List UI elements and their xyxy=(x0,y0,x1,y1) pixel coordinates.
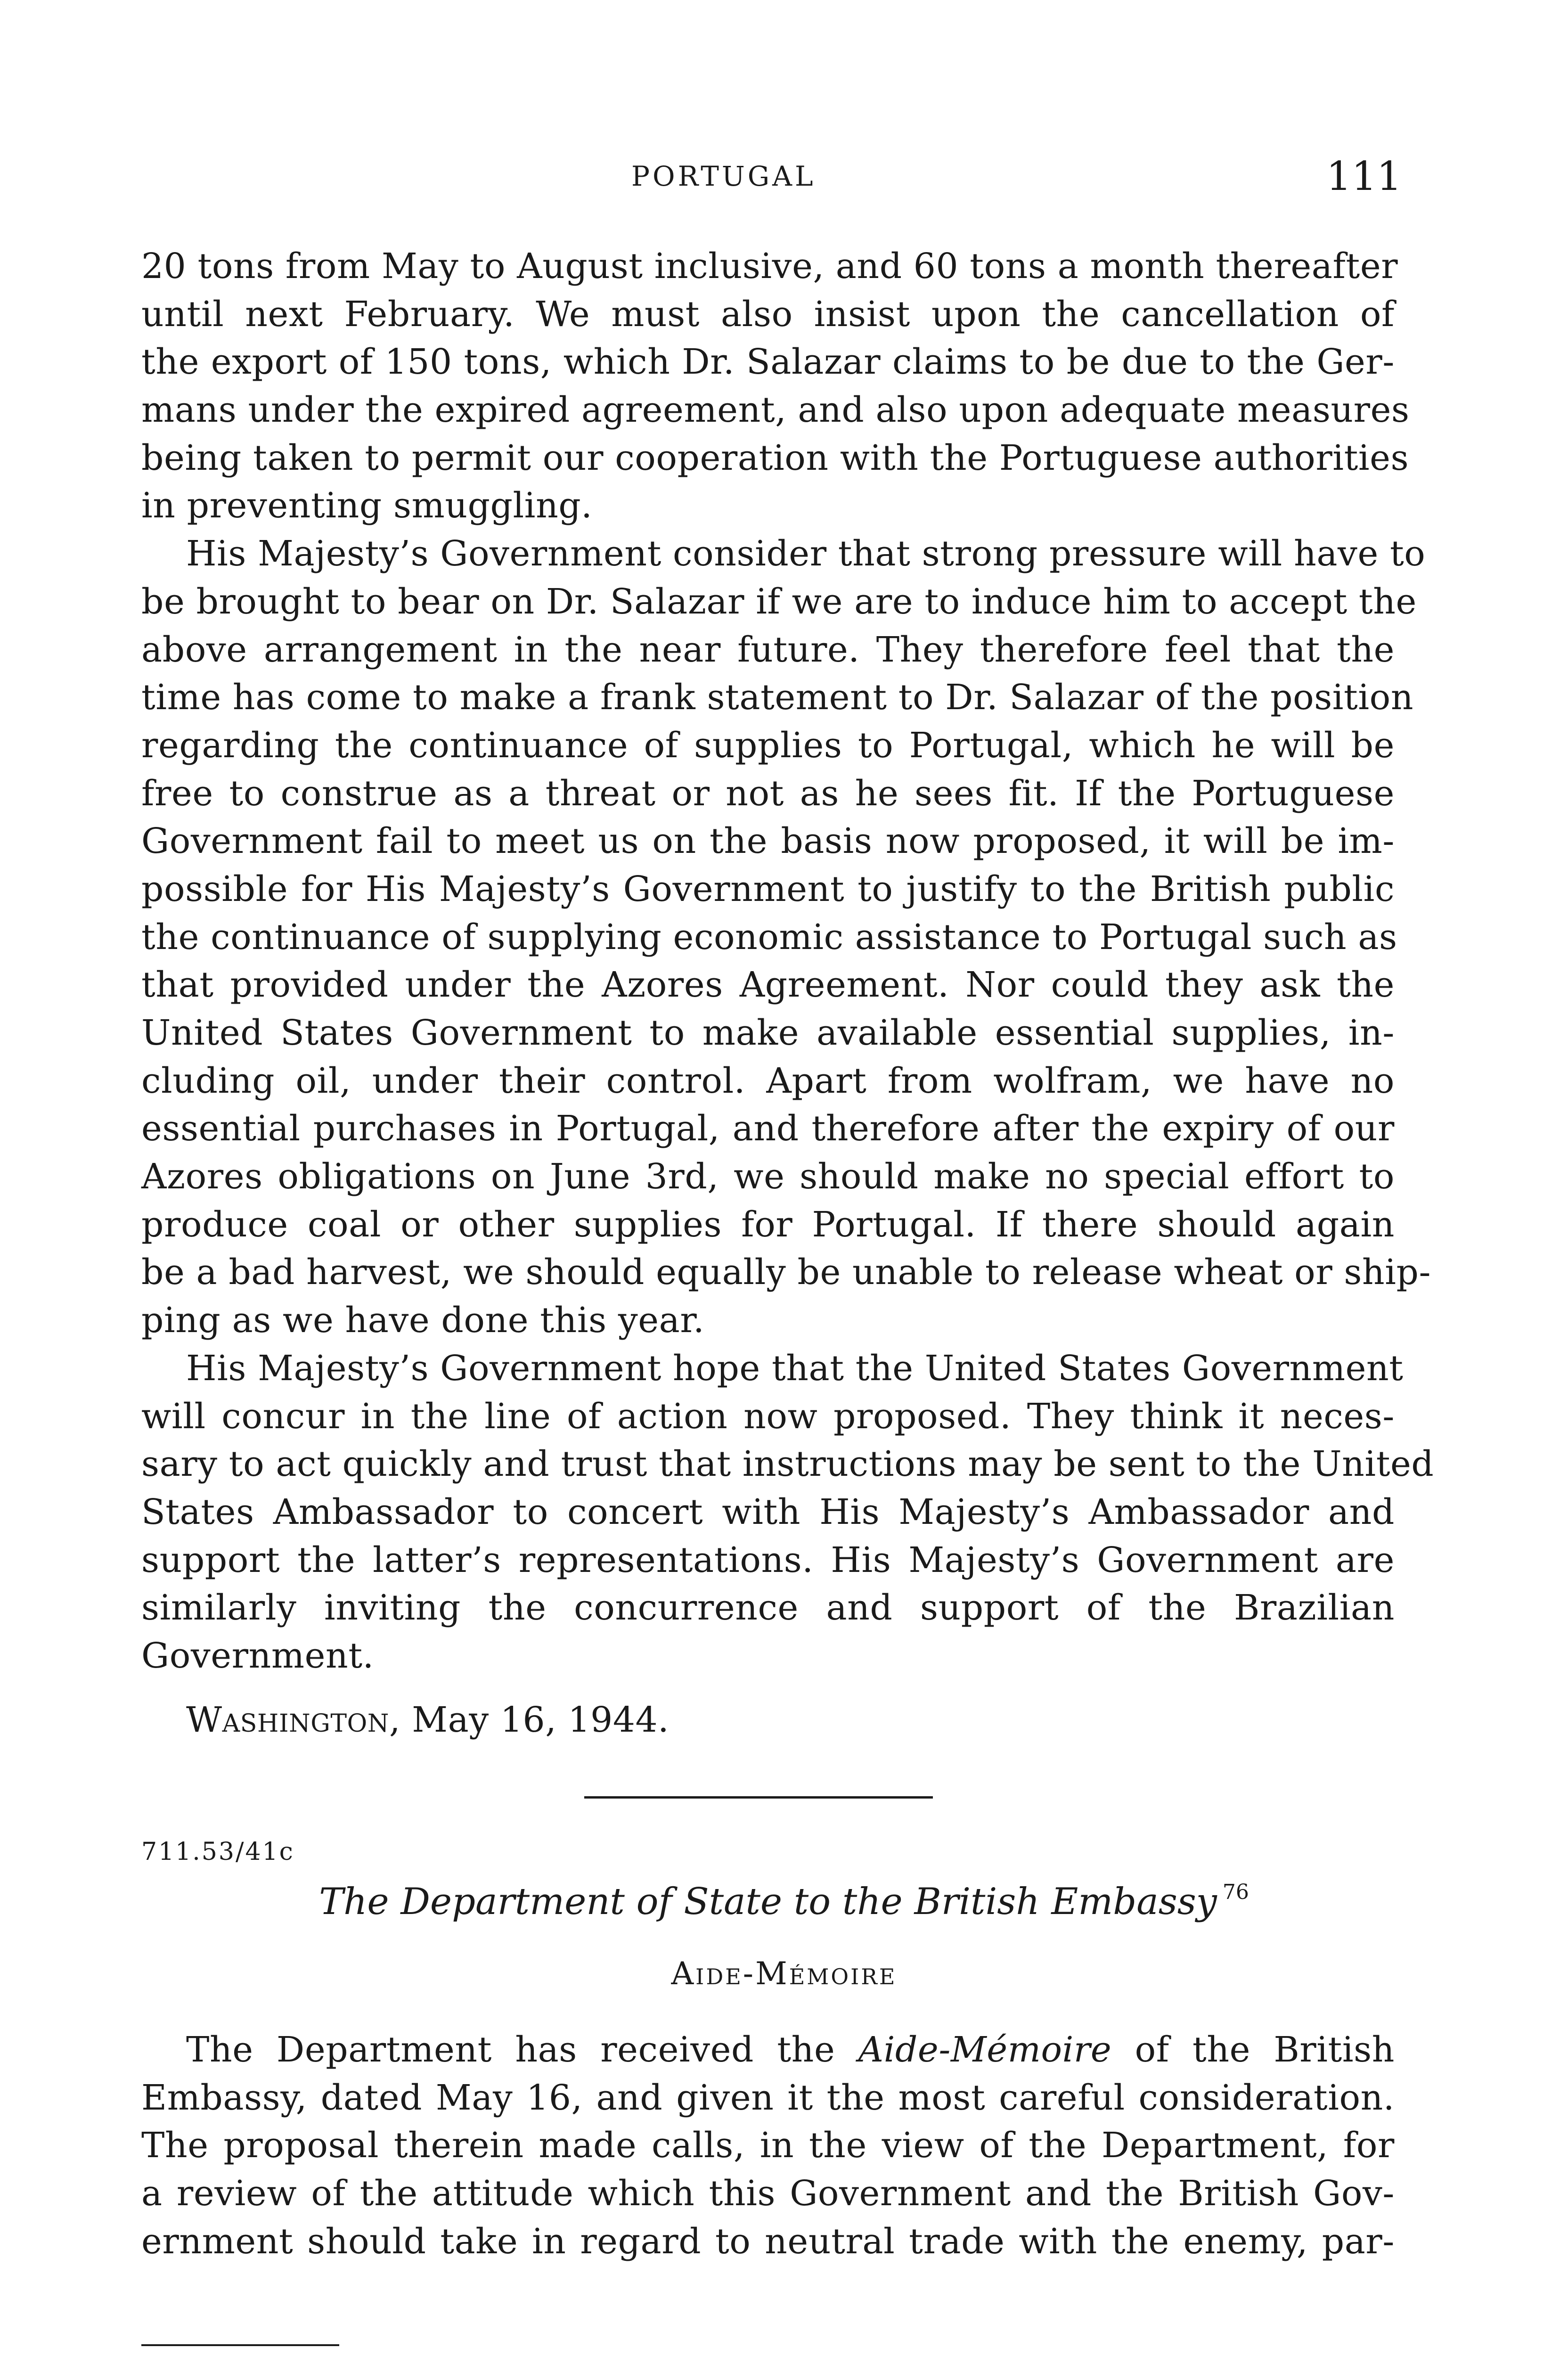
body-line: His Majesty’s Government consider that strong pressure will have to xyxy=(186,533,1426,574)
document-heading-text: The Department of State to the British Embassy xyxy=(319,1881,1217,1923)
body-line: possible for His Majesty’s Government to justify to the British public xyxy=(141,868,1395,909)
body-line: essential purchases in Portugal, and therefore after the expiry of our xyxy=(141,1108,1395,1149)
dateline-date: , May 16, 1944. xyxy=(389,1700,670,1740)
body-line: Government fail to meet us on the basis now proposed, it will be im- xyxy=(141,821,1395,862)
body-line: Azores obligations on June 3rd, we should make no special effort to xyxy=(141,1156,1395,1197)
body-line: 20 tons from May to August inclusive, and 60 tons a month thereafter xyxy=(141,246,1398,286)
body-line: that provided under the Azores Agreement. Nor could they ask the xyxy=(141,965,1395,1006)
body-line: free to construe as a threat or not as he sees fit. If the Portuguese xyxy=(141,773,1395,814)
section-divider xyxy=(584,1796,933,1799)
aide-memoire-line: The Department has received the Aide-Mémoire of the British xyxy=(186,2029,1395,2070)
body-line: produce coal or other supplies for Portugal. If there should again xyxy=(141,1204,1395,1245)
body-line: Government. xyxy=(141,1635,374,1676)
aide-memoire-line: ernment should take in regard to neutral trade with the enemy, par- xyxy=(141,2221,1395,2262)
dateline-place: Washington xyxy=(186,1700,389,1740)
file-reference: 711.53/41c xyxy=(141,1838,294,1866)
body-line: be brought to bear on Dr. Salazar if we are to induce him to accept the xyxy=(141,581,1417,622)
page-number: 111 xyxy=(1326,153,1402,199)
aide-memoire-line: a review of the attitude which this Government and the British Gov- xyxy=(141,2173,1395,2214)
body-line: until next February. We must also insist upon the cancellation of xyxy=(141,294,1395,335)
body-line: time has come to make a frank statement to Dr. Salazar of the position xyxy=(141,677,1414,718)
body-line: will concur in the line of action now proposed. They think it neces- xyxy=(141,1396,1395,1437)
body-line: States Ambassador to concert with His Majesty’s Ambassador and xyxy=(141,1491,1395,1532)
body-line: being taken to permit our cooperation with the Portuguese authorities xyxy=(141,437,1409,478)
body-line: cluding oil, under their control. Apart from wolfram, we have no xyxy=(141,1060,1395,1101)
body-text xyxy=(141,243,1434,1680)
body-line: support the latter’s representations. His Majesty’s Government are xyxy=(141,1539,1395,1580)
body-line: ping as we have done this year. xyxy=(141,1300,705,1341)
body-line: mans under the expired agreement, and also upon adequate measures xyxy=(141,390,1410,431)
body-line: regarding the continuance of supplies to Portugal, which he will be xyxy=(141,725,1395,766)
body-line: United States Government to make available essential supplies, in- xyxy=(141,1013,1395,1053)
body-line: in preventing smuggling. xyxy=(141,485,593,526)
running-header-title: PORTUGAL xyxy=(631,160,816,192)
dateline xyxy=(186,1696,669,1743)
body-line: be a bad harvest, we should equally be unable to release wheat or ship- xyxy=(141,1252,1431,1293)
document-heading xyxy=(0,1880,1568,1923)
aide-memoire-line: The proposal therein made calls, in the view of the Department, for xyxy=(141,2125,1395,2166)
body-line: sary to act quickly and trust that instructions may be sent to the United xyxy=(141,1444,1434,1485)
aide-memoire-subheading: Aide-Mémoire xyxy=(671,1955,897,1992)
body-line: the continuance of supplying economic assistance to Portugal such as xyxy=(141,916,1397,957)
body-line: above arrangement in the near future. They therefore feel that the xyxy=(141,629,1395,670)
aide-memoire-text xyxy=(141,2026,1395,2266)
body-line: His Majesty’s Government hope that the United States Government xyxy=(186,1348,1404,1389)
footnote-divider xyxy=(141,2344,339,2346)
heading-footnote-marker: 76 xyxy=(1222,1880,1249,1904)
body-line: similarly inviting the concurrence and support of the Brazilian xyxy=(141,1587,1395,1628)
aide-memoire-line: Embassy, dated May 16, and given it the most careful consideration. xyxy=(141,2077,1395,2118)
body-line: the export of 150 tons, which Dr. Salazar claims to be due to the Ger- xyxy=(141,342,1395,383)
